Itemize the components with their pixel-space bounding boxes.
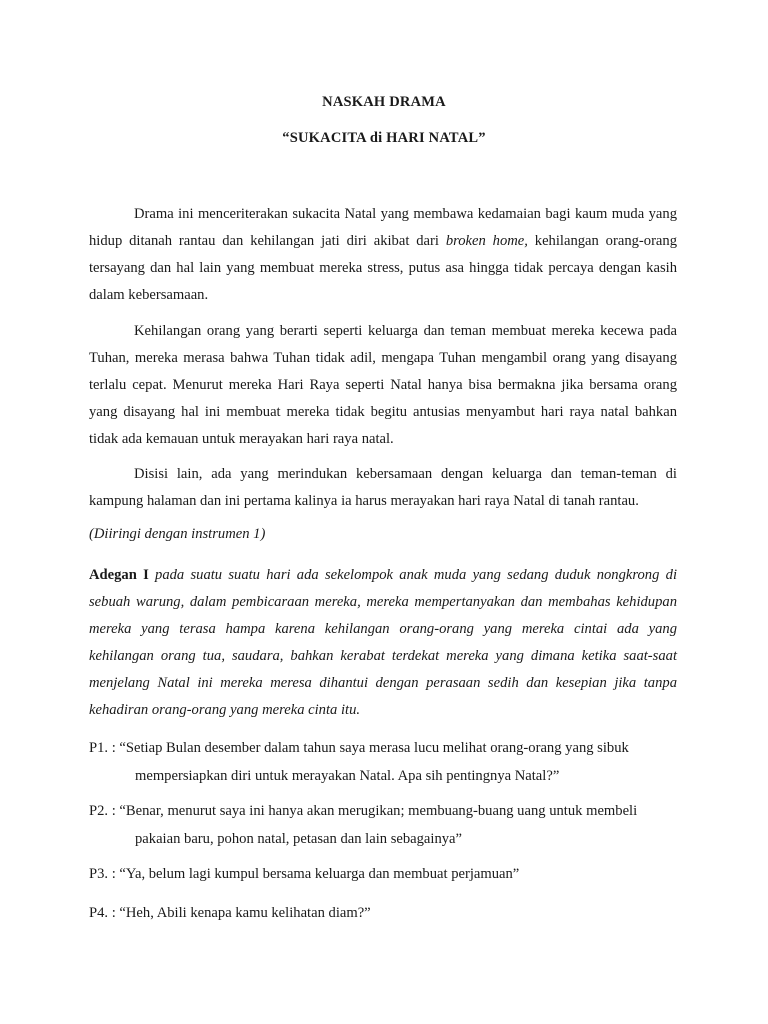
dialogue-line-p1: P1. : “Setiap Bulan desember dalam tahun saya merasa lucu melihat orang-orang yang sibuk mempersiapkan diri untuk merayakan Natal. Apa sih pentingnya Natal?” [89,740,629,784]
paragraph-intro-text-a: Drama ini menceriterakan sukacita Natal yang membawa kedamaian bagi kaum muda yang hidup ditanah rantau dan kehilangan jati diri akibat dari [89,206,677,249]
stage-note: (Diiringi dengan instrumen 1) [89,526,266,542]
dialogue-line-p2: P2. : “Benar, menurut saya ini hanya akan merugikan; membuang-buang uang untuk membeli pakaian baru, pohon natal, petasan dan lain sebagainya” [89,803,638,847]
paragraph-intro-text-b: kehilangan orang-orang tersayang dan hal lain yang membuat mereka stress, putus asa hingga tidak percaya dengan kasih dalam kebersamaan. [89,233,677,303]
scene-text: pada suatu suatu hari ada sekelompok anak muda yang sedang duduk nongkrong di sebuah warung, dalam pembicaraan mereka, mereka mempertanyakan dan membahas kehidupan mereka yang terasa hampa karena kehilangan orang-orang yang mereka cintai ada yang kehilangan orang tua, saudara, bahkan kerabat terdekat mereka yang dimana ketika saat-saat menjelang Natal ini mereka meresa dihantui dengan perasaan sedih dan kesepian jika tanpa kehadiran orang-orang yang mereka cinta itu. [89,567,677,718]
scene-label: Adegan I [89,567,149,583]
dialogue-line-p4: P4. : “Heh, Abili kenapa kamu kelihatan diam?” [89,905,371,921]
dialogue-line-p3: P3. : “Ya, belum lagi kumpul bersama keluarga dan membuat perjamuan” [89,866,520,882]
paragraph-intro [89,201,677,309]
paragraph-intro-emphasis: broken home, [445,233,528,249]
doc-subtitle: “SUKACITA di HARI NATAL” [282,130,486,146]
paragraph-2: Kehilangan orang yang berarti seperti keluarga dan teman membuat mereka kecewa pada Tuhan, mereka merasa bahwa Tuhan tidak adil, mengapa Tuhan mengambil orang yang disayang terlalu cepat. Menurut mereka Hari Raya seperti Natal hanya bisa bermakna jika bersama orang yang disayang hal ini membuat mereka tidak begitu antusias menyambut hari raya natal bahkan tidak ada kemauan untuk merayakan hari raya natal. [89,323,677,447]
scene-description [89,562,677,724]
doc-title: NASKAH DRAMA [322,94,446,110]
paragraph-3: Disisi lain, ada yang merindukan kebersamaan dengan keluarga dan teman-teman di kampung halaman dan ini pertama kalinya ia harus merayakan hari raya Natal di tanah rantau. [89,466,677,509]
